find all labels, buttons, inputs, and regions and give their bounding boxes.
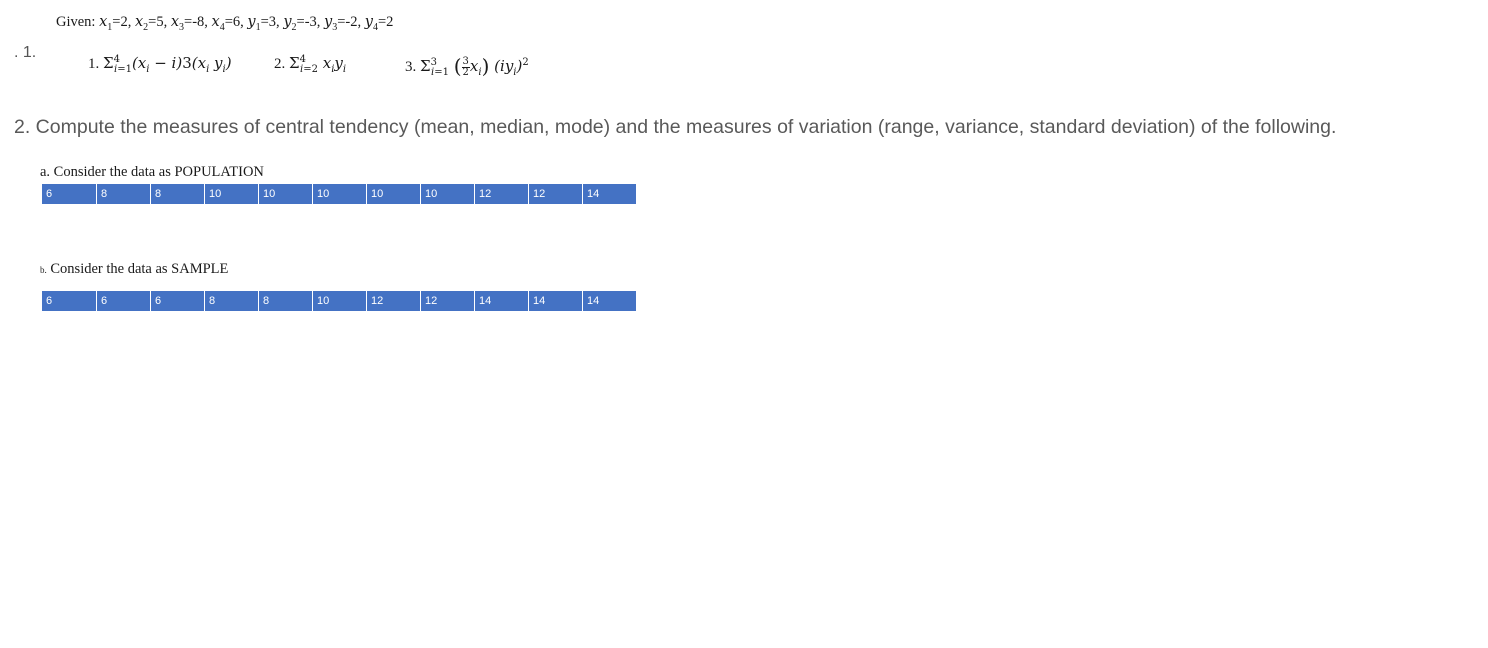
equation-2: 2. $\Sigma^4_{i=2}$ $x_iy_i$ bbox=[274, 54, 347, 75]
question-1-label: . 1. bbox=[14, 44, 37, 61]
given-var-subscript: 2 bbox=[143, 21, 149, 33]
given-var: x bbox=[134, 14, 144, 30]
part-a-label: a. Consider the data as POPULATION bbox=[40, 164, 264, 180]
data-cell: 12 bbox=[528, 184, 582, 204]
given-var-subscript: 4 bbox=[219, 21, 225, 33]
data-cell: 14 bbox=[474, 291, 528, 311]
given-value: =3, bbox=[260, 14, 284, 30]
given-var: y bbox=[247, 14, 256, 30]
data-cell: 6 bbox=[150, 291, 204, 311]
data-cell: 10 bbox=[258, 184, 312, 204]
given-value: =-8, bbox=[184, 14, 212, 30]
sample-data-table bbox=[42, 291, 636, 311]
equation-3: 3. $\Sigma^3_{i=1}$ ( $\frac{3}{2}$ $x_i$) $(iy_i)^2$ bbox=[405, 54, 529, 78]
part-b-text: Consider the data as SAMPLE bbox=[46, 261, 229, 277]
data-cell: 10 bbox=[366, 184, 420, 204]
given-var-subscript: 1 bbox=[255, 21, 261, 33]
given-prefix: Given: bbox=[56, 14, 100, 30]
given-var-subscript: 2 bbox=[291, 21, 297, 33]
data-cell: 10 bbox=[312, 291, 366, 311]
equation-1: 1. $\Sigma^4_{i=1}(x_i - i)3(x_i$ $y_i$) bbox=[88, 54, 232, 75]
given-var: y bbox=[283, 14, 292, 30]
given-values bbox=[56, 14, 393, 33]
part-b-label bbox=[40, 261, 228, 278]
given-items bbox=[99, 14, 394, 33]
data-cell: 14 bbox=[528, 291, 582, 311]
given-var-subscript: 4 bbox=[372, 21, 378, 33]
given-var-subscript: 1 bbox=[107, 21, 113, 33]
given-value: =-2, bbox=[337, 14, 365, 30]
data-cell: 10 bbox=[420, 184, 474, 204]
equation-2-number: 2. bbox=[274, 56, 289, 72]
data-cell: 10 bbox=[204, 184, 258, 204]
given-var-subscript: 3 bbox=[179, 21, 185, 33]
given-value: =5, bbox=[148, 14, 171, 30]
given-value: =2 bbox=[377, 14, 394, 30]
data-cell: 8 bbox=[150, 184, 204, 204]
population-data-table bbox=[42, 184, 636, 204]
question-2-text: 2. Compute the measures of central tendency (mean, median, mode) and the measures of variation (range, variance, standard deviation) of the following. bbox=[14, 116, 1337, 138]
given-var: x bbox=[99, 14, 108, 30]
data-cell: 8 bbox=[258, 291, 312, 311]
data-cell: 12 bbox=[474, 184, 528, 204]
given-var: x bbox=[211, 14, 220, 30]
data-cell: 6 bbox=[46, 188, 53, 200]
equation-1-number: 1. bbox=[88, 56, 103, 72]
data-cell: 6 bbox=[96, 291, 150, 311]
given-var: x bbox=[170, 14, 180, 30]
data-cell: 8 bbox=[204, 291, 258, 311]
given-value: =6, bbox=[224, 14, 248, 30]
part-b-marker: b. bbox=[40, 265, 47, 275]
given-var-subscript: 3 bbox=[332, 21, 338, 33]
data-cell: 10 bbox=[312, 184, 366, 204]
given-var: y bbox=[364, 14, 373, 30]
given-var: y bbox=[324, 14, 333, 30]
given-value: =2, bbox=[112, 14, 135, 30]
given-value: =-3, bbox=[296, 14, 325, 30]
data-cell: 14 bbox=[582, 291, 636, 311]
data-cell: 14 bbox=[582, 184, 636, 204]
data-cell: 12 bbox=[420, 291, 474, 311]
data-cell: 6 bbox=[46, 295, 53, 307]
equation-3-number: 3. bbox=[405, 59, 420, 75]
data-cell: 12 bbox=[366, 291, 420, 311]
data-cell: 8 bbox=[96, 184, 150, 204]
